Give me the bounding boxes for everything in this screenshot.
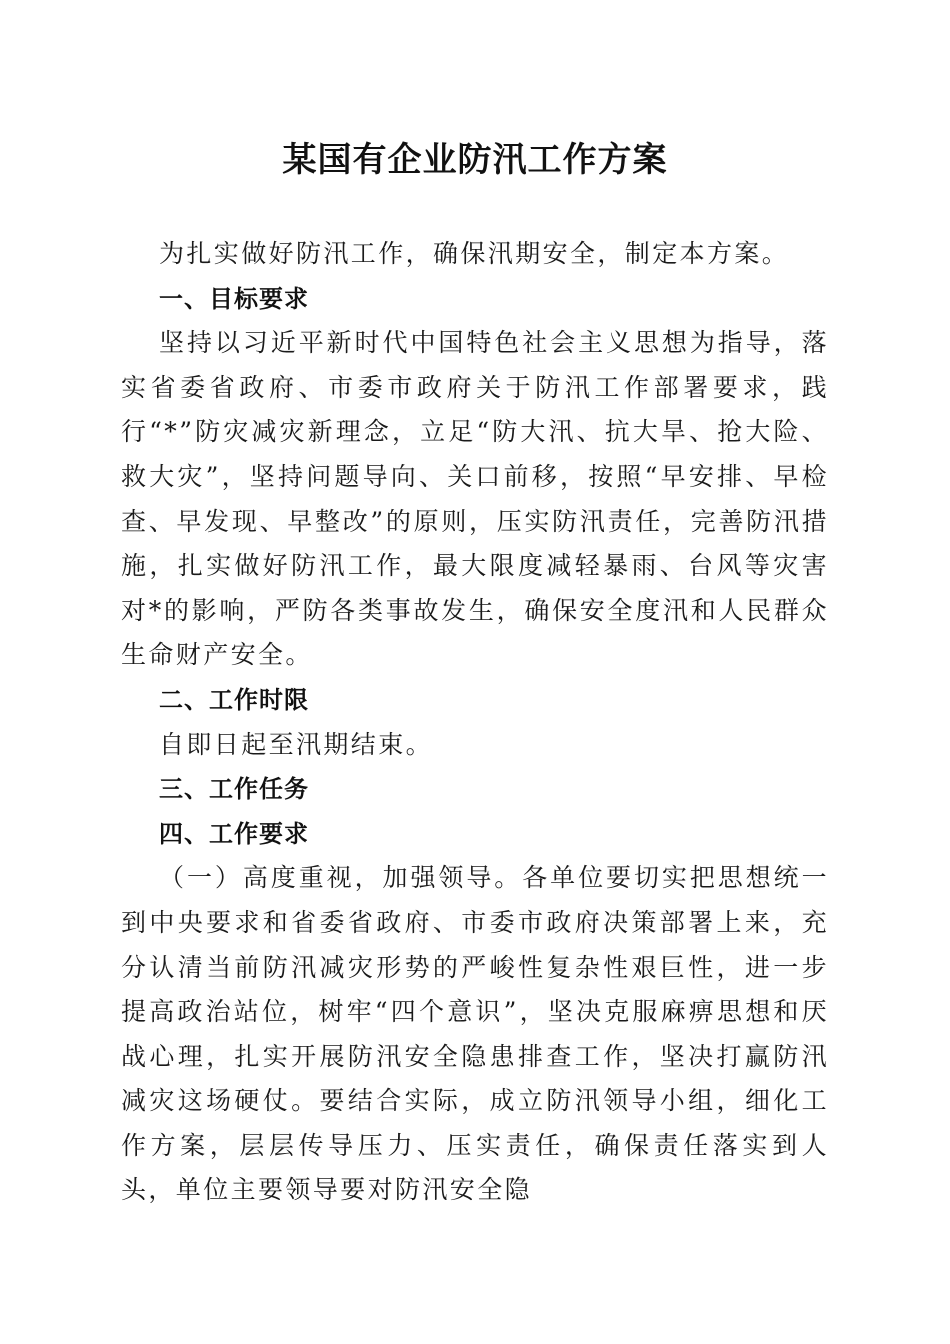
section-text-goals: 坚持以习近平新时代中国特色社会主义思想为指导，落实省委省政府、市委市政府关于防汛工作部署要求，践行“*”防灾减灾新理念，立足“防大汛、抗大旱、抢大险、救大灾”，坚持问题导向、关口前移，按照“早安排、早检查、早发现、早整改”的原则，压实防汛责任，完善防汛措施，扎实做好防汛工作，最大限度减轻暴雨、台风等灾害对*的影响，严防各类事故发生，确保安全度汛和人民群众生命财产安全。	[121, 328, 829, 670]
section-text-timeframe: 自即日起至汛期结束。	[159, 729, 434, 759]
subsection-text: 各单位要切实把思想统一到中央要求和省委省政府、市委市政府决策部署上来，充分认清当前防汛减灾形势的严峻性复杂性艰巨性，进一步提高政治站位，树牢“四个意识”，坚决克服麻痹思想和厌战心理，扎实开展防汛安全隐患排查工作，坚决打赢防汛减灾这场硬仗。要结合实际，成立防汛领导小组，细化工作方案，层层传导压力、压实责任，确保责任落实到人头，单位主要领导要对防汛安全隐	[121, 863, 830, 1205]
section-heading-tasks: 三、工作任务	[159, 775, 309, 804]
section-heading-requirements: 四、工作要求	[159, 819, 309, 848]
subsection-lead: （一）高度重视，加强领导。	[159, 863, 523, 893]
section-heading-timeframe: 二、工作时限	[159, 685, 309, 714]
section-text-requirements	[121, 856, 829, 1213]
document-body	[121, 232, 829, 1213]
intro-paragraph: 为扎实做好防汛工作，确保汛期安全，制定本方案。	[159, 239, 790, 268]
section-heading-goals: 一、目标要求	[159, 284, 309, 313]
document-title: 某国有企业防汛工作方案	[282, 140, 668, 180]
